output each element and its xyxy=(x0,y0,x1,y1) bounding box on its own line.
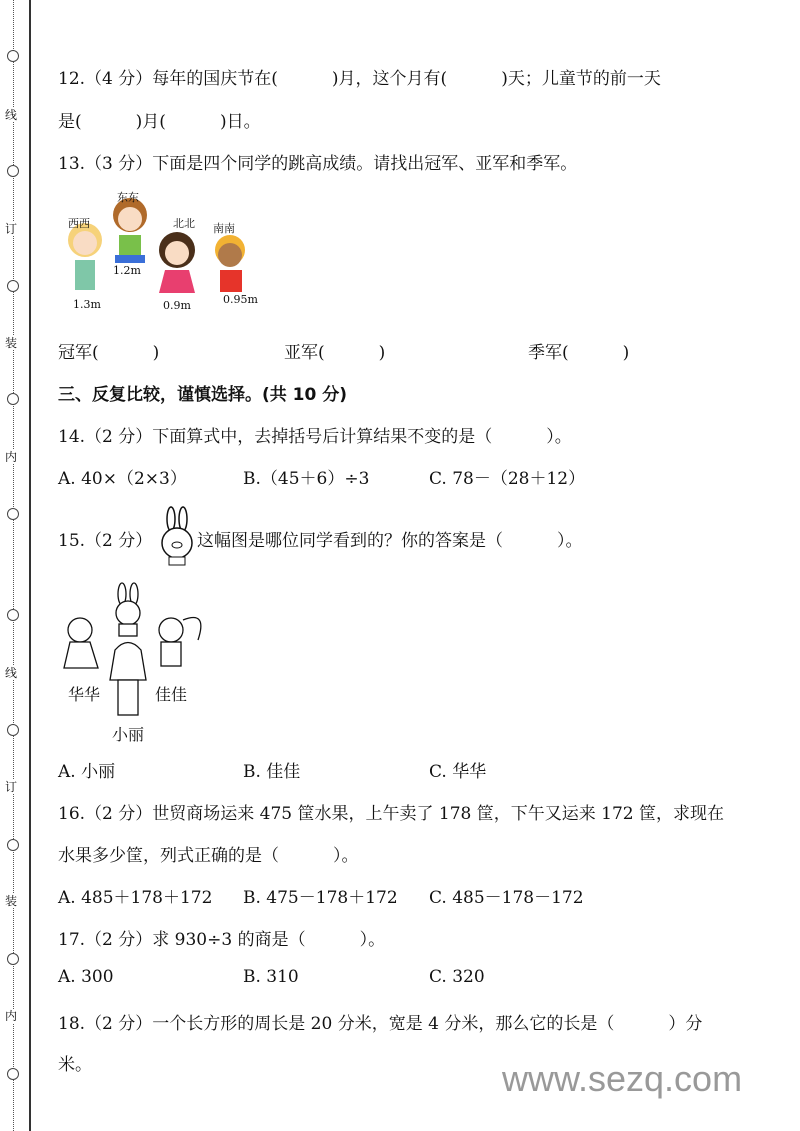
watermark: www.sezq.com xyxy=(502,1058,743,1099)
binding-circle xyxy=(7,953,19,965)
option-a: A. 485＋178＋172 xyxy=(58,888,213,908)
high-jump-figure xyxy=(55,185,265,320)
jump-height: 1.2m xyxy=(113,264,141,277)
binding-circle xyxy=(7,609,19,621)
binding-circle xyxy=(7,839,19,851)
question-14: 14.（2 分）下面算式中，去掉括号后计算结果不变的是（ ）。 xyxy=(58,427,572,447)
binding-circle xyxy=(7,508,19,520)
option-a: A. 40×（2×3） xyxy=(58,469,187,489)
question-13: 13.（3 分）下面是四个同学的跳高成绩。请找出冠军、亚军和季军。 xyxy=(58,154,578,174)
question-16-cont: 水果多少筐，列式正确的是（ ）。 xyxy=(58,846,359,866)
binding-circle xyxy=(7,724,19,736)
answer-third: 季军( ) xyxy=(528,343,630,363)
question-17: 17.（2 分）求 930÷3 的商是（ ）。 xyxy=(58,930,386,950)
margin-label: 订 xyxy=(5,222,18,236)
child-name: 东东 xyxy=(117,191,139,204)
question-15-prefix: 15.（2 分） xyxy=(58,531,153,551)
child-name: 南南 xyxy=(213,222,235,235)
margin-label: 订 xyxy=(5,780,18,794)
binding-circle xyxy=(7,1068,19,1080)
option-a: A. 300 xyxy=(58,967,114,987)
binding-circle xyxy=(7,165,19,177)
bunny-icon xyxy=(158,505,196,567)
child-name-xiaoli: 小丽 xyxy=(112,725,145,744)
question-15: 这幅图是哪位同学看到的？你的答案是（ ）。 xyxy=(197,531,583,551)
child-name-jiajia: 佳佳 xyxy=(155,685,188,704)
question-12: 12.（4 分）每年的国庆节在( )月，这个月有( )天；儿童节的前一天 xyxy=(58,69,661,89)
margin-label: 内 xyxy=(5,1009,18,1023)
option-c: C. 485－178－172 xyxy=(429,888,584,908)
viewpoint-figure xyxy=(58,580,218,745)
margin-rule xyxy=(29,0,31,1131)
binding-circle xyxy=(7,280,19,292)
option-c: C. 320 xyxy=(429,967,485,987)
answer-champion: 冠军( ) xyxy=(58,343,160,363)
margin-label: 装 xyxy=(5,336,18,350)
option-a: A. 小丽 xyxy=(58,762,116,782)
question-18: 18.（2 分）一个长方形的周长是 20 分米，宽是 4 分米，那么它的长是（ ）分 xyxy=(58,1014,703,1034)
binding-circle xyxy=(7,50,19,62)
jump-height: 0.9m xyxy=(163,299,191,312)
option-c: C. 华华 xyxy=(429,762,487,782)
child-name: 北北 xyxy=(173,217,195,230)
option-b: B. 475－178＋172 xyxy=(243,888,398,908)
child-name: 西西 xyxy=(68,217,90,230)
jump-height: 0.95m xyxy=(223,293,258,306)
binding-circle xyxy=(7,393,19,405)
option-b: B.（45＋6）÷3 xyxy=(243,469,370,489)
option-b: B. 310 xyxy=(243,967,299,987)
margin-label: 内 xyxy=(5,450,18,464)
section-heading: 三、反复比较，谨慎选择。(共 10 分) xyxy=(58,385,348,405)
answer-second: 亚军( ) xyxy=(284,343,386,363)
margin-label: 线 xyxy=(5,666,18,680)
question-16: 16.（2 分）世贸商场运来 475 筐水果，上午卖了 178 筐，下午又运来 172 筐，求现在 xyxy=(58,804,725,824)
option-b: B. 佳佳 xyxy=(243,762,301,782)
margin-label: 装 xyxy=(5,894,18,908)
option-c: C. 78－（28＋12） xyxy=(429,469,586,489)
child-name-huahua: 华华 xyxy=(68,685,101,704)
margin-label: 线 xyxy=(5,108,18,122)
question-18-cont: 米。 xyxy=(58,1055,92,1075)
question-12-cont: 是( )月( )日。 xyxy=(58,112,261,132)
jump-height: 1.3m xyxy=(73,298,101,311)
